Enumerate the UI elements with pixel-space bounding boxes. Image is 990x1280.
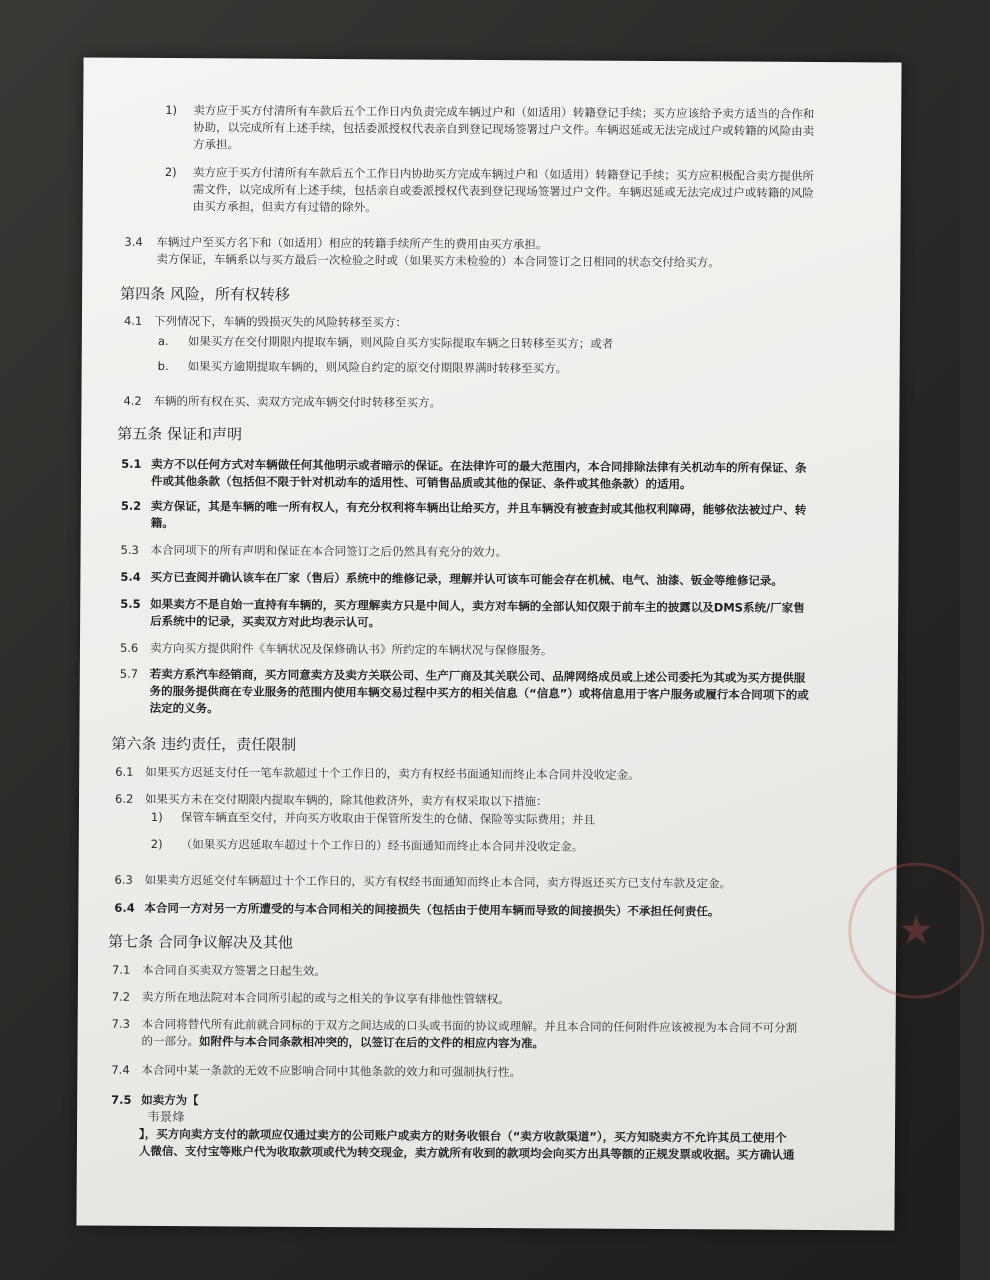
clause-4-1-a-text: 如果买方在交付期限内提取车辆，则风险自买方实际提取车辆之日转移至买方；或者	[187, 334, 614, 351]
section-4-heading: 第四条 风险，所有权转移	[120, 284, 290, 304]
clause-5-1-line-1: 卖方不以任何方式对车辆做任何其他明示或者暗示的保证。在法律许可的最大范围内，本合同排除法律有关机动车的所有保证、条	[151, 456, 807, 475]
clause-5-2-line-1: 卖方保证，其是车辆的唯一所有权人，有充分权利将车辆出让给买方，并且车辆没有被查封或其他权利障碍，能够依法被过户、转	[150, 498, 807, 517]
item-3-3-1-number: 1)	[165, 103, 178, 118]
clause-5-2-number: 5.2	[120, 498, 142, 513]
clause-6-4-number: 6.4	[114, 900, 135, 915]
clause-5-3-text: 本合同项下的所有声明和保证在本合同签订之后仍然具有充分的效力。	[150, 542, 508, 560]
clause-6-2-2-text: （如果买方迟延取车超过十个工作日的）经书面通知而终止本合同并没收定金。	[180, 837, 584, 854]
clause-7-5-number: 7.5	[111, 1092, 132, 1107]
clause-6-1-text: 如果买方迟延支付任一笔车款超过十个工作日的，卖方有权经书面通知而终止本合同并没收定金。	[145, 764, 640, 782]
section-5-heading: 第五条 保证和声明	[117, 424, 243, 444]
clause-5-4-number: 5.4	[120, 569, 141, 584]
contract-page	[76, 58, 935, 1231]
item-3-3-1-line-1: 卖方应于买方付清所有车款后五个工作日内负责完成车辆过户和（如适用）转籍登记手续；买方应该给予卖方适当的合作和	[193, 103, 815, 121]
clause-4-1-b-text: 如果买方逾期提取车辆的，则风险自约定的原交付期限界满时转移至买方。	[187, 359, 568, 376]
clause-6-3-text: 如果卖方迟延交付车辆超过十个工作日的，买方有权经书面通知而终止本合同，卖方得返还买方已支付车款及定金。	[144, 872, 732, 891]
clause-7-1-text: 本合同自买卖双方签署之日起生效。	[141, 962, 327, 979]
clause-7-2-text: 卖方所在地法院对本合同所引起的或与之相关的争议享有排他性管辖权。	[141, 989, 510, 1007]
clause-3-4-number: 3.4	[124, 234, 143, 249]
clause-5-1-line-2: 件或其他条款（包括但不限于针对机动车的适用性、可销售品质或其他的保证、条件或其他条款）的适用。	[150, 473, 692, 492]
clause-4-2-number: 4.2	[123, 393, 142, 408]
item-3-3-2-number: 2)	[164, 165, 177, 180]
clause-5-5-number: 5.5	[120, 596, 141, 611]
clause-4-1-text: 下列情况下，车辆的毁损灭失的风险转移至买方：	[153, 313, 408, 330]
clause-6-2-1-text: 保管车辆直至交付，并向买方收取由于保管所发生的仓储、保险等实际费用；并且	[180, 810, 595, 827]
clause-6-4-text: 本合同一方对另一方所遭受的与本合同相关的间接损失（包括由于使用车辆而导致的间接损失）不承担任何责任。	[144, 900, 720, 919]
clause-5-7-number: 5.7	[119, 666, 139, 681]
clause-5-4-text: 买方已查阅并确认该车在厂家（售后）系统中的维修记录，理解并认可该车可能会存在机械、电气、油漆、钣金等维修记录。	[150, 569, 783, 588]
clause-6-2-2-number: 2)	[150, 836, 163, 852]
clause-4-1-a-number: a.	[157, 333, 169, 349]
clause-5-2-line-2: 籍。	[150, 515, 174, 531]
clause-6-1-number: 6.1	[115, 764, 134, 779]
clause-6-2-text: 如果买方未在交付期限内提取车辆的，除其他救济外，卖方有权采取以下措施：	[145, 791, 548, 809]
clause-7-5-line-2: 人微信、支付宝等账户代为收取款项或代为转交现金，卖方就所有收到的款项均会向买方出具等额的正规发票或收据。买方确认通	[138, 1143, 795, 1162]
clause-3-4-line-1: 车辆过户至买方名下和（如适用）相应的转籍手续所产生的费用由买方承担。	[156, 234, 548, 252]
section-6-heading: 第六条 违约责任，责任限制	[111, 734, 297, 754]
item-3-3-2-line-3: 由买方承担，但卖方有过错的除外。	[192, 199, 377, 215]
clause-7-3-line-2-plain: 的一部分。	[141, 1033, 200, 1049]
clause-7-3-line-2-bold: 如附件与本合同条款相冲突的，以签订在后的文件的相应内容为准。	[199, 1034, 545, 1051]
clause-6-2-number: 6.2	[115, 791, 134, 806]
clause-6-2-1-number: 1)	[150, 809, 163, 825]
clause-7-3-number: 7.3	[111, 1016, 131, 1031]
clause-7-2-number: 7.2	[111, 989, 131, 1004]
clause-7-3-line-2	[142, 1033, 545, 1052]
clause-4-1-number: 4.1	[123, 313, 143, 328]
stamp-star-icon: ★	[898, 907, 935, 954]
clause-5-7-line-2: 务的服务提供商在专业服务的范围内使用车辆交易过程中买方的相关信息（“信息”）或将信息用于客户服务或履行本合同项下的或	[149, 683, 809, 702]
clause-4-1-b-number: b.	[157, 358, 169, 374]
clause-5-6-number: 5.6	[119, 640, 139, 655]
clause-6-3-number: 6.3	[114, 872, 133, 887]
item-3-3-1-line-3: 方承担。	[193, 137, 240, 152]
clause-7-4-text: 本合同中某一条款的无效不应影响合同中其他条款的效力和可强制执行性。	[141, 1062, 521, 1080]
clause-3-4-line-2: 卖方保证，车辆系以与买方最后一次检验之时或（如果买方未检验的）本合同签订之日相同的状态交付给买方。	[156, 251, 720, 270]
item-3-3-1-line-2: 协助，以完成所有上述手续，包括委派授权代表亲自到登记现场签署过户文件。车辆迟延或无法完成过户或转籍的风险由卖	[193, 120, 815, 138]
clause-5-7-line-1: 若卖方系汽车经销商，买方同意卖方及卖方关联公司、生产厂商及其关联公司、品牌网络成员或上述公司委托为其或为买方提供服	[149, 666, 806, 685]
red-seal-stamp	[848, 862, 985, 999]
clause-7-3-line-1: 本合同将替代所有此前就合同标的于双方之间达成的口头或书面的协议或理解。并且本合同的任何附件应该被视为本合同不可分割	[141, 1016, 798, 1035]
clause-5-1-number: 5.1	[121, 456, 142, 471]
clause-7-1-number: 7.1	[111, 962, 131, 977]
seller-name-handwritten: 韦景烽	[147, 1108, 185, 1125]
clause-5-6-text: 卖方向买方提供附件《车辆状况及保修确认书》所约定的车辆状况与保修服务。	[149, 640, 553, 658]
clause-7-5-line-1: 】，买方向卖方支付的款项应仅通过卖方的公司账户或卖方的财务收银台（“卖方收款渠道”），买方知晓卖方不允许其员工使用个	[138, 1126, 787, 1145]
clause-5-3-number: 5.3	[120, 542, 139, 557]
section-7-heading: 第七条 合同争议解决及其他	[108, 932, 294, 952]
clause-5-5-line-1: 如果卖方不是自始一直持有车辆的，买方理解卖方只是中间人，卖方对车辆的全部认知仅限于前车主的披露以及DMS系统/厂家售	[150, 596, 805, 615]
item-3-3-2-line-2: 需文件，以完成所有上述手续，包括亲自或委派授权代表到登记现场签署过户文件。车辆迟延或无法完成过户或转籍的风险	[192, 182, 814, 200]
clause-5-7-line-3: 法定的义务。	[149, 700, 219, 716]
clause-5-5-line-2: 后系统中的记录，买卖双方对此均表示认可。	[150, 613, 381, 630]
clause-7-4-number: 7.4	[111, 1062, 130, 1077]
item-3-3-2-line-1: 卖方应于买方付清所有车款后五个工作日内协助买方完成车辆过户和（如适用）转籍登记手续；买方应积极配合卖方提供所	[192, 165, 814, 183]
clause-7-5-lead: 如卖方为【	[141, 1092, 199, 1108]
clause-4-2-text: 车辆的所有权在买、卖双方完成车辆交付时转移至买方。	[153, 393, 442, 410]
